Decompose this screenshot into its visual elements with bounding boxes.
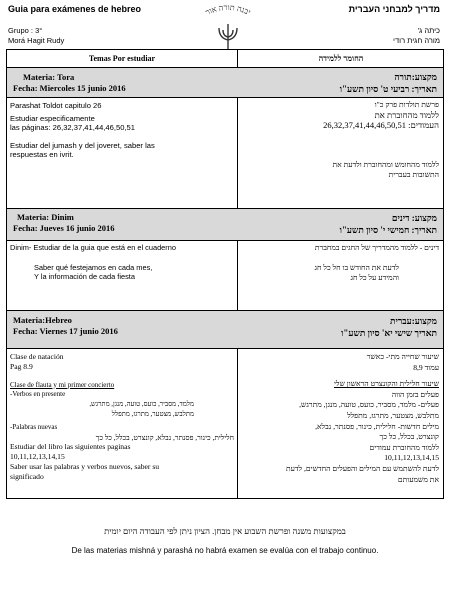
study-table [6, 49, 444, 499]
footer-note-hebrew: במקצועות משנה ופרשת השבוע אין מבחן. הציון ניתן לפי העבודה היום יומית [104, 526, 346, 536]
subject-hebreo-he: מקצוע:עברית תאריך שישי יא' סיון תשע"ו [341, 316, 437, 338]
subject-dinim-es: Materia: Dinim Fecha: Jueves 16 junio 2016 [13, 212, 115, 233]
subject-tora-es: Materia: Tora Fecha: Miercoles 15 junio 2016 [13, 72, 126, 93]
tora-details-es: Parashat Toldot capitulo 26 Estudiar especificamente las páginas: 26,32,37,41,44,46,50,51 Estudiar del jumash y del joveret, saber las respuestas en ivrit. [10, 101, 155, 160]
grade-label: Grupo : 3° [8, 26, 43, 35]
document-title-hebrew: מדריך למבחני העברית [348, 4, 440, 14]
teacher-label: Morá Hagit Rudy [8, 36, 65, 45]
column-header-spanish: Temas Por estudiar [88, 54, 156, 63]
school-logo [178, 2, 278, 52]
logo-arc-text: יבנה תורה אור [204, 2, 253, 18]
dinim-details-he: דינים - ללמוד מהמדריך של החגים במחברת לדעת את החודש בו חל כל חג והמידע על כל חג [314, 243, 439, 282]
hebreo-details-he: שיעור שחייה מתי- כאשר עמוד 8,9 שיעור חלילית והקונצרט הראשון שלי פעלים בזמן הווה פעלים- מלמד, מסביר, כועס, טועה, מנגן, מתרגש, מתלבש, מצטער, מתרגז, מתפלל מילים חדשות- חלילית, כינור, פסנתר, נבלא, קונצרט, בכלל, כל כך ללמוד מהחוברת עמודים 10,11,12,13,14,15 לדעת להשתמש עם המילים והפעלים החדשים, לדעת את משמעותם [285, 352, 439, 484]
grade-label-hebrew: כיתה ג' [417, 26, 440, 35]
subject-tora-he: מקצוע:תורה תאריך: רביעי ט' סיון תשע"ו [339, 72, 437, 94]
column-header-hebrew: החומר ללמידה [318, 54, 364, 63]
footer-note-spanish: De las materias mishná y parashá no habrá examen se evalúa con el trabajo continuo. [71, 546, 379, 555]
teacher-label-hebrew: מורה חגית רודי [393, 36, 440, 45]
document-title-spanish: Guia para exámenes de hebreo [8, 4, 142, 14]
class-info-hebrew [393, 26, 440, 46]
subject-dinim-he: מקצוע: דינים תאריך: חמישי י' סיון תשע"ו [339, 213, 437, 235]
dinim-details-es: Dinim- Estudiar de la guia que está en el cuaderno Saber qué festejamos en cada mes, Y la información de cada fiesta [10, 243, 176, 282]
class-info-spanish [8, 26, 64, 46]
hebreo-details-es: Clase de natación Pag 8.9 Clase de flauta y mi primer concierto -Verbos en presente מלמד, מסביר, כועס, טועה, מנגן, מתרגש, מתלבש, מצטער, מתרגז, מתפלל -Palabras nuevas חלילית, כינור, פסנתר, נבלא, קונצרט, בכלל, כל כך Estudiar del libro las siguientes paginas 10,11,12,13,14,15 Saber usar las palabras y verbos nuevos, saber su significado [10, 352, 234, 481]
tora-details-he: פרשת תולדות פרק כ"ו ללמוד מהחוברת את העמודים: 26,32,37,41,44,46,50,51 ללמוד מהחומש ומהחוברת ולדעת את התשובות בעברית [323, 100, 439, 179]
subject-hebreo-es: Materia:Hebreo Fecha: Viernes 17 junio 2016 [13, 315, 118, 336]
